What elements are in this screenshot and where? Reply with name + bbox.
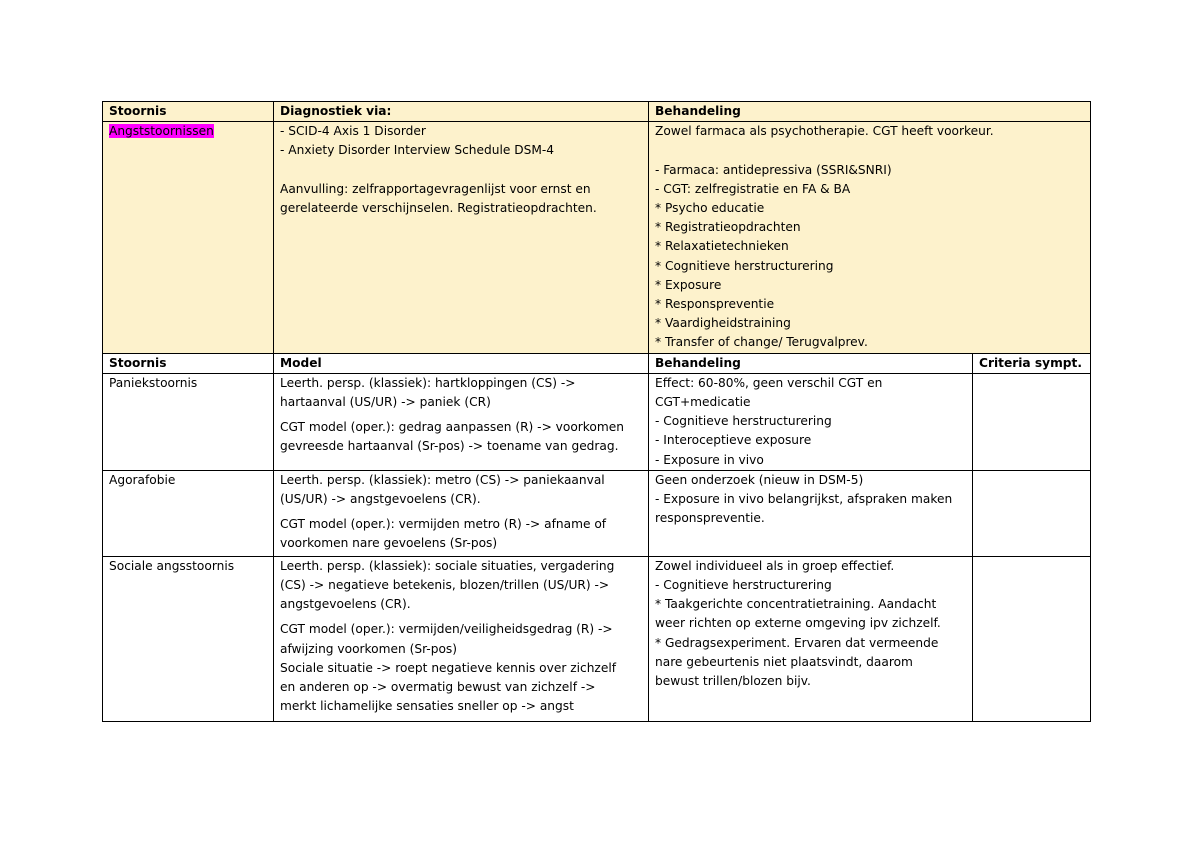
text-line: CGT model (oper.): gedrag aanpassen (R) -> voorkomen: [280, 420, 624, 435]
text-line: angstgevoelens (CR).: [280, 597, 411, 612]
header-model: Model: [274, 353, 649, 373]
cell-treatment: [649, 122, 1091, 353]
text-line: gevreesde hartaanval (Sr-pos) -> toename van gedrag.: [280, 439, 619, 454]
header-diagnostiek: Diagnostiek via:: [274, 102, 649, 122]
model-classical: [280, 557, 642, 615]
text-line: CGT model (oper.): vermijden metro (R) -> afname of: [280, 517, 607, 532]
text-line: * Vaardigheidstraining: [655, 316, 791, 331]
cell-disorder: Agorafobie: [103, 470, 274, 556]
text-line: nare gebeurtenis niet plaatsvindt, daarom: [655, 654, 913, 669]
text-line: - Cognitieve herstructurering: [655, 414, 832, 429]
text-line: * Responspreventie: [655, 297, 775, 312]
cell-criteria: [973, 470, 1091, 556]
cell-diagnostics: [274, 122, 649, 353]
text-line: hartaanval (US/UR) -> paniek (CR): [280, 395, 491, 410]
text-line: * Psycho educatie: [655, 201, 765, 215]
text-line: gerelateerde verschijnselen. Registratieopdrachten.: [280, 201, 597, 215]
header-stoornis: Stoornis: [103, 102, 274, 122]
cell-treatment: [649, 470, 973, 556]
text-line: Zowel farmaca als psychotherapie. CGT heeft voorkeur.: [655, 124, 994, 139]
cell-criteria: [973, 556, 1091, 721]
text-line: * Transfer of change/ Terugvalprev.: [655, 335, 868, 350]
model-operant: [280, 515, 642, 553]
highlighted-disorder-name: Angststoornissen: [109, 124, 214, 139]
cell-model: [274, 373, 649, 470]
text-line: (CS) -> negatieve betekenis, blozen/trillen (US/UR) ->: [280, 578, 610, 593]
text-line: - Anxiety Disorder Interview Schedule DSM-4: [280, 143, 554, 158]
cell-treatment: [649, 373, 973, 470]
text-line: - SCID-4 Axis 1 Disorder: [280, 124, 426, 139]
blank-line: [280, 161, 642, 180]
text-line: - Exposure in vivo belangrijkst, afspraken maken: [655, 492, 953, 507]
text-line: Sociale situatie -> roept negatieve kennis over zichzelf: [280, 660, 617, 675]
header-stoornis: Stoornis: [103, 353, 274, 373]
model-operant: [280, 418, 642, 456]
text-line: * Taakgerichte concentratietraining. Aandacht: [655, 597, 937, 612]
text-line: Leerth. persp. (klassiek): metro (CS) -> paniekaanval: [280, 472, 605, 487]
text-line: * Registratieopdrachten: [655, 220, 801, 235]
blank-line: [655, 141, 1084, 160]
text-line: Leerth. persp. (klassiek): sociale situaties, vergadering: [280, 558, 615, 573]
text-line: CGT+medicatie: [655, 395, 751, 410]
model-classical: [280, 374, 642, 412]
disorder-table: [102, 101, 1091, 722]
text-line: bewust trillen/blozen bijv.: [655, 674, 811, 689]
text-line: - CGT: zelfregistratie en FA & BA: [655, 181, 851, 196]
text-line: - Exposure in vivo: [655, 452, 764, 467]
row-sociale-angststoornis: [103, 556, 1091, 721]
cell-criteria: [973, 373, 1091, 470]
row-agorafobie: [103, 470, 1091, 556]
header-row-diagnostics: [103, 102, 1091, 122]
text-line: - Interoceptieve exposure: [655, 433, 812, 448]
cell-treatment: [649, 556, 973, 721]
cell-disorder: [103, 122, 274, 353]
text-line: voorkomen nare gevoelens (Sr-pos): [280, 536, 498, 551]
row-angststoornissen: [103, 122, 1091, 353]
model-classical: [280, 471, 642, 509]
text-line: - Farmaca: antidepressiva (SSRI&SNRI): [655, 162, 892, 177]
header-criteria: Criteria sympt.: [973, 353, 1091, 373]
text-line: merkt lichamelijke sensaties sneller op -> angst: [280, 699, 574, 714]
model-operant: [280, 620, 642, 716]
cell-model: [274, 556, 649, 721]
row-paniekstoornis: [103, 373, 1091, 470]
header-row-model: [103, 353, 1091, 373]
text-line: responspreventie.: [655, 511, 765, 526]
cell-disorder: Sociale angsstoornis: [103, 556, 274, 721]
text-line: * Exposure: [655, 277, 722, 292]
text-line: Geen onderzoek (nieuw in DSM-5): [655, 472, 864, 487]
text-line: * Relaxatietechnieken: [655, 239, 789, 254]
header-behandeling: Behandeling: [649, 102, 1091, 122]
cell-disorder: Paniekstoornis: [103, 373, 274, 470]
text-line: * Cognitieve herstructurering: [655, 258, 834, 273]
text-line: - Cognitieve herstructurering: [655, 578, 832, 593]
text-line: CGT model (oper.): vermijden/veiligheidsgedrag (R) ->: [280, 622, 613, 637]
text-line: Effect: 60-80%, geen verschil CGT en: [655, 375, 883, 390]
cell-model: [274, 470, 649, 556]
text-line: Aanvulling: zelfrapportagevragenlijst voor ernst en: [280, 181, 591, 196]
text-line: afwijzing voorkomen (Sr-pos): [280, 641, 458, 656]
text-line: en anderen op -> overmatig bewust van zichzelf ->: [280, 680, 596, 695]
header-behandeling: Behandeling: [649, 353, 973, 373]
text-line: Leerth. persp. (klassiek): hartkloppingen (CS) ->: [280, 375, 576, 390]
text-line: * Gedragsexperiment. Ervaren dat vermeende: [655, 635, 939, 650]
text-line: Zowel individueel als in groep effectief.: [655, 558, 895, 573]
text-line: weer richten op externe omgeving ipv zichzelf.: [655, 616, 941, 631]
text-line: (US/UR) -> angstgevoelens (CR).: [280, 492, 481, 507]
